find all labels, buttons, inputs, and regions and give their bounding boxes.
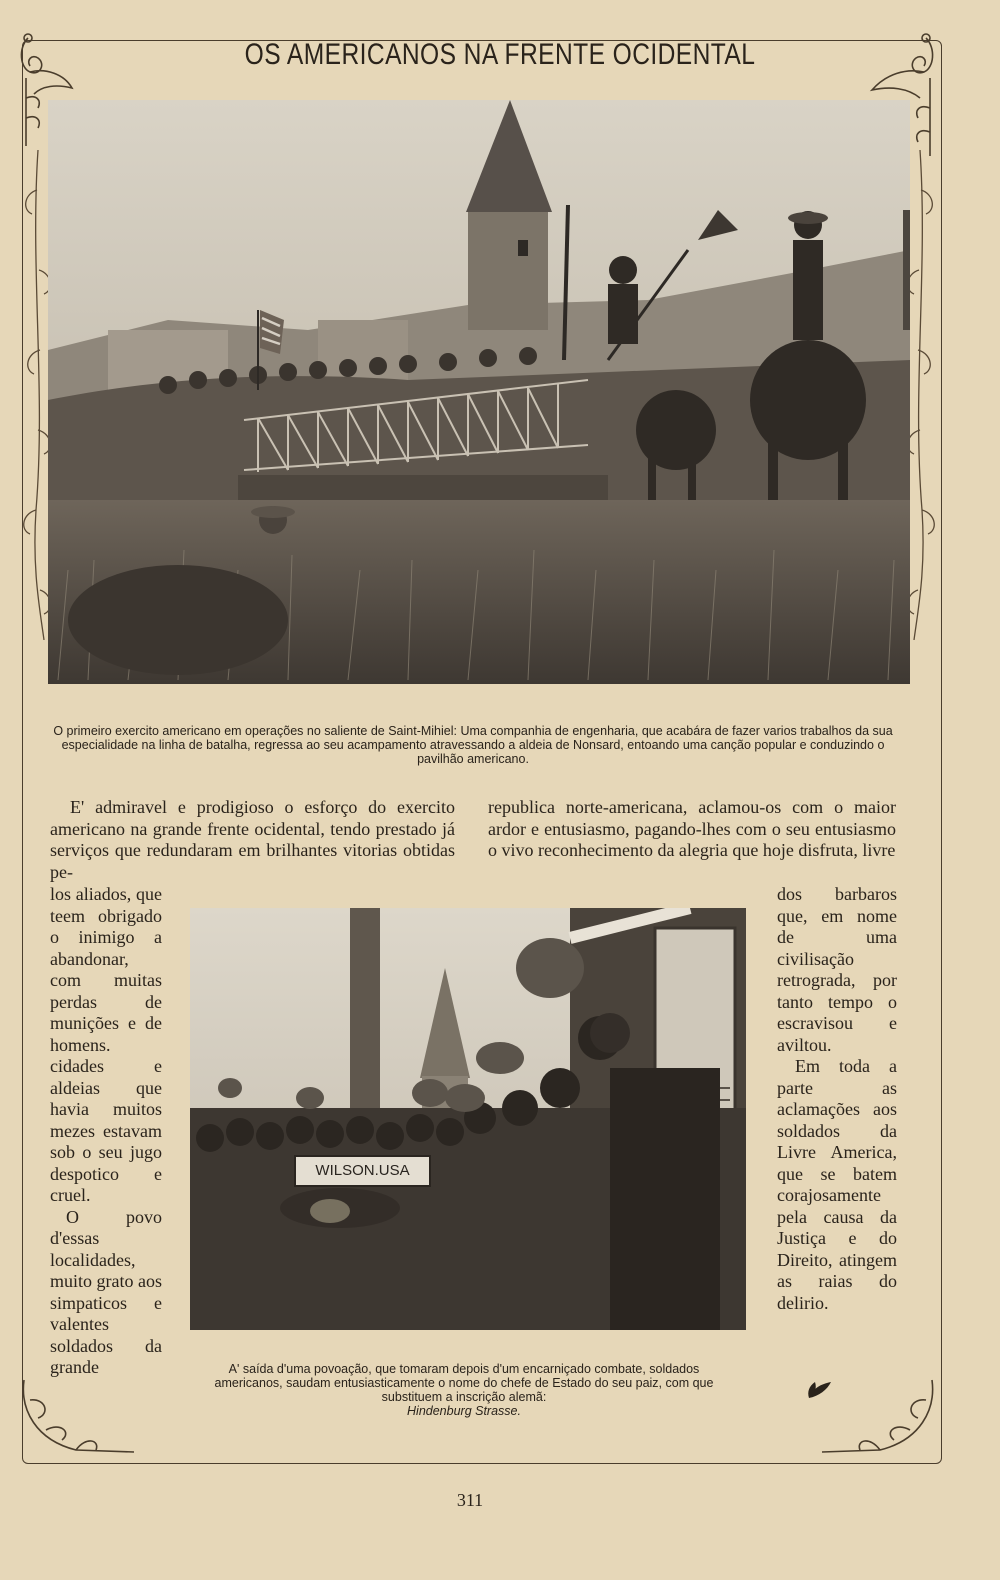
article-narrow-right-2: Em toda a parte as aclamações aos soldados da Livre America, que se batem corajosamente pela causa da Justiça e do Direito, atingem as raias do delirio. [777, 1056, 897, 1313]
sign-wilson-usa: WILSON.USA [315, 1162, 410, 1179]
photo-caption-1: O primeiro exercito americano em operações no saliente de Saint-Mihiel: Uma companhia de engenharia, que acabára de fazer varios trabalhos da sua especialidade na linha de batalha, regressa ao seu acampamento atravessando a aldeia de Nonsard, entoando uma canção popular e conduzindo o pavilhão americano. [53, 724, 893, 766]
corner-ornament-bottom-left [16, 1370, 136, 1460]
photo-caption-2-text: A' saída d'uma povoação, que tomaram depois d'um encarniçado combate, soldados americanos, saudam entusiasticamente o nome do chefe de Estado do seu paiz, com que substituem a inscrição alemã: [214, 1362, 714, 1404]
article-narrow-column-left [50, 884, 162, 1379]
article-narrow-left-2: O povo d'essas localidades, muito grato aos simpaticos e valentes soldados da grande [50, 1206, 162, 1377]
article-narrow-right-1: dos barbaros que, em nome de uma civilisação retrograda, por tanto tempo o escravisou e aviltou. [777, 884, 897, 1055]
photo-soldiers-crossing-bridge [48, 100, 910, 684]
article-paragraph-right: republica norte-americana, aclamou-os com o maior ardor e entusiasmo, pagando-lhes com o seu entusiasmo o vivo reconhecimento da alegria que hoje disfruta, livre [488, 797, 896, 860]
article-paragraph-left: E' admiravel e prodigioso o esforço do exercito americano na grande frente ocidental, tendo prestado já serviços que redundaram em brilhantes vitorias obtidas pe- [50, 797, 455, 882]
article-narrow-left-1: los aliados, que teem obrigado o inimigo a abandonar, com muitas perdas de munições e de homens. cidades e aldeias que havia muitos mezes estavam sob o seu jugo despotico e cruel. [50, 884, 162, 1205]
leaf-ornament-icon [805, 1378, 835, 1402]
photo-soldiers-cheering-sign [190, 908, 746, 1330]
page-title: OS AMERICANOS NA FRENTE OCIDENTAL [244, 38, 756, 71]
photo-caption-2 [194, 1362, 734, 1418]
page-number: 311 [456, 1490, 484, 1510]
corner-ornament-bottom-right [820, 1370, 940, 1460]
article-narrow-column-right [777, 884, 897, 1314]
photo-caption-2-italic: Hindenburg Strasse. [407, 1404, 521, 1418]
